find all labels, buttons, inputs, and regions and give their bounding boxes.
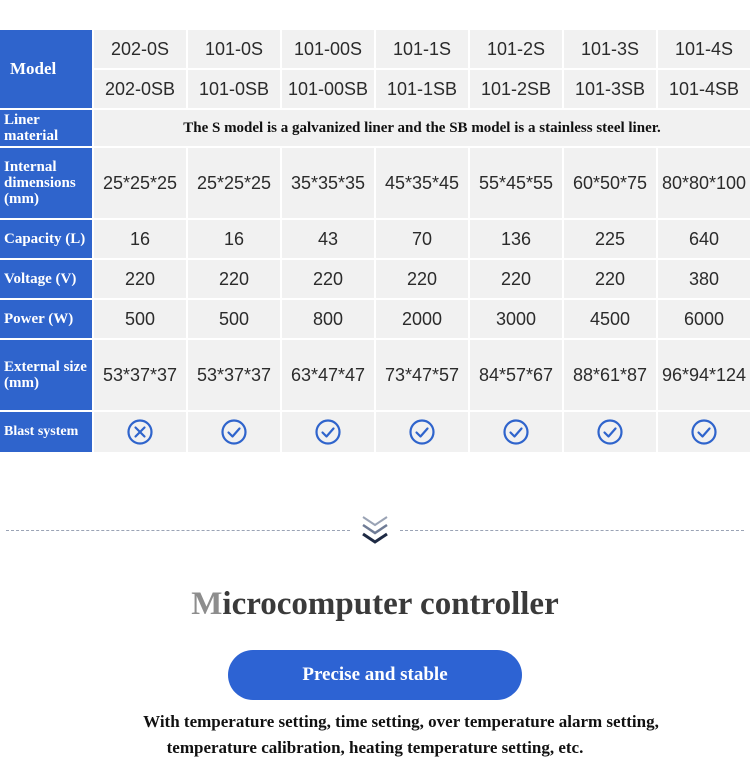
blast-cell xyxy=(376,412,468,452)
model-s: 202-0S xyxy=(94,30,186,68)
power-cell: 500 xyxy=(188,300,280,338)
capacity-cell: 16 xyxy=(94,220,186,258)
model-sb: 101-3SB xyxy=(564,68,656,108)
check-circle-icon xyxy=(408,418,436,446)
power-cell: 6000 xyxy=(658,300,750,338)
title-rest: icrocomputer controller xyxy=(222,586,559,622)
row-label-model: Model xyxy=(0,30,92,108)
row-label-liner: Liner material xyxy=(0,110,92,146)
description-line-1: With temperature setting, time setting, over temperature alarm setting, xyxy=(143,712,659,731)
check-circle-icon xyxy=(220,418,248,446)
capacity-cell: 16 xyxy=(188,220,280,258)
internal-cell: 25*25*25 xyxy=(94,148,186,218)
internal-cell: 80*80*100 xyxy=(658,148,750,218)
power-row xyxy=(0,300,750,338)
external-cell: 73*47*57 xyxy=(376,340,468,410)
external-cell: 63*47*47 xyxy=(282,340,374,410)
model-sb: 101-1SB xyxy=(376,68,468,108)
blast-cell xyxy=(470,412,562,452)
row-label-power: Power (W) xyxy=(0,300,92,338)
cross-circle-icon xyxy=(126,418,154,446)
model-cell xyxy=(188,30,280,108)
liner-text: The S model is a galvanized liner and the SB model is a stainless steel liner. xyxy=(94,110,750,146)
model-cell xyxy=(94,30,186,108)
internal-row xyxy=(0,148,750,218)
divider-line-right xyxy=(400,530,744,533)
description-line-2: temperature calibration, heating temperature setting, etc. xyxy=(166,738,584,757)
model-cell xyxy=(564,30,656,108)
blast-cell xyxy=(564,412,656,452)
internal-cell: 55*45*55 xyxy=(470,148,562,218)
power-cell: 500 xyxy=(94,300,186,338)
internal-cell: 45*35*45 xyxy=(376,148,468,218)
internal-cell: 35*35*35 xyxy=(282,148,374,218)
model-cell xyxy=(470,30,562,108)
row-label-capacity: Capacity (L) xyxy=(0,220,92,258)
capacity-cell: 43 xyxy=(282,220,374,258)
external-cell: 84*57*67 xyxy=(470,340,562,410)
external-cell: 53*37*37 xyxy=(188,340,280,410)
external-cell: 53*37*37 xyxy=(94,340,186,410)
blast-cell xyxy=(188,412,280,452)
row-label-blast: Blast system xyxy=(0,412,92,452)
power-cell: 800 xyxy=(282,300,374,338)
voltage-cell: 220 xyxy=(282,260,374,298)
title-first-letter: M xyxy=(191,586,223,622)
check-circle-icon xyxy=(596,418,624,446)
blast-cell xyxy=(658,412,750,452)
model-s: 101-1S xyxy=(376,30,468,68)
row-label-internal: Internal dimensions (mm) xyxy=(0,148,92,218)
spec-table xyxy=(0,30,750,452)
internal-cell: 25*25*25 xyxy=(188,148,280,218)
capacity-row xyxy=(0,220,750,258)
model-s: 101-2S xyxy=(470,30,562,68)
internal-cell: 60*50*75 xyxy=(564,148,656,218)
external-cell: 88*61*87 xyxy=(564,340,656,410)
model-cell xyxy=(658,30,750,108)
power-cell: 4500 xyxy=(564,300,656,338)
voltage-row xyxy=(0,260,750,298)
voltage-cell: 220 xyxy=(188,260,280,298)
feature-pill: Precise and stable xyxy=(228,650,522,700)
model-s: 101-0S xyxy=(188,30,280,68)
row-label-external: External size (mm) xyxy=(0,340,92,410)
section-title xyxy=(0,586,750,623)
capacity-cell: 136 xyxy=(470,220,562,258)
liner-row xyxy=(0,110,750,146)
capacity-cell: 640 xyxy=(658,220,750,258)
model-cell xyxy=(376,30,468,108)
capacity-cell: 225 xyxy=(564,220,656,258)
voltage-cell: 220 xyxy=(564,260,656,298)
check-circle-icon xyxy=(314,418,342,446)
model-sb: 101-2SB xyxy=(470,68,562,108)
double-chevron-down-icon xyxy=(360,514,390,546)
power-cell: 2000 xyxy=(376,300,468,338)
row-label-voltage: Voltage (V) xyxy=(0,260,92,298)
model-sb: 101-4SB xyxy=(658,68,750,108)
model-sb: 101-0SB xyxy=(188,68,280,108)
blast-cell xyxy=(282,412,374,452)
capacity-cell: 70 xyxy=(376,220,468,258)
model-row xyxy=(0,30,750,108)
model-cell xyxy=(282,30,374,108)
external-row xyxy=(0,340,750,410)
power-cell: 3000 xyxy=(470,300,562,338)
blast-row xyxy=(0,412,750,452)
voltage-cell: 220 xyxy=(94,260,186,298)
check-circle-icon xyxy=(502,418,530,446)
voltage-cell: 380 xyxy=(658,260,750,298)
blast-cell xyxy=(94,412,186,452)
model-sb: 202-0SB xyxy=(94,68,186,108)
model-s: 101-4S xyxy=(658,30,750,68)
model-sb: 101-00SB xyxy=(282,68,374,108)
divider-line-left xyxy=(6,530,350,533)
voltage-cell: 220 xyxy=(470,260,562,298)
model-s: 101-00S xyxy=(282,30,374,68)
external-cell: 96*94*124 xyxy=(658,340,750,410)
model-s: 101-3S xyxy=(564,30,656,68)
voltage-cell: 220 xyxy=(376,260,468,298)
check-circle-icon xyxy=(690,418,718,446)
